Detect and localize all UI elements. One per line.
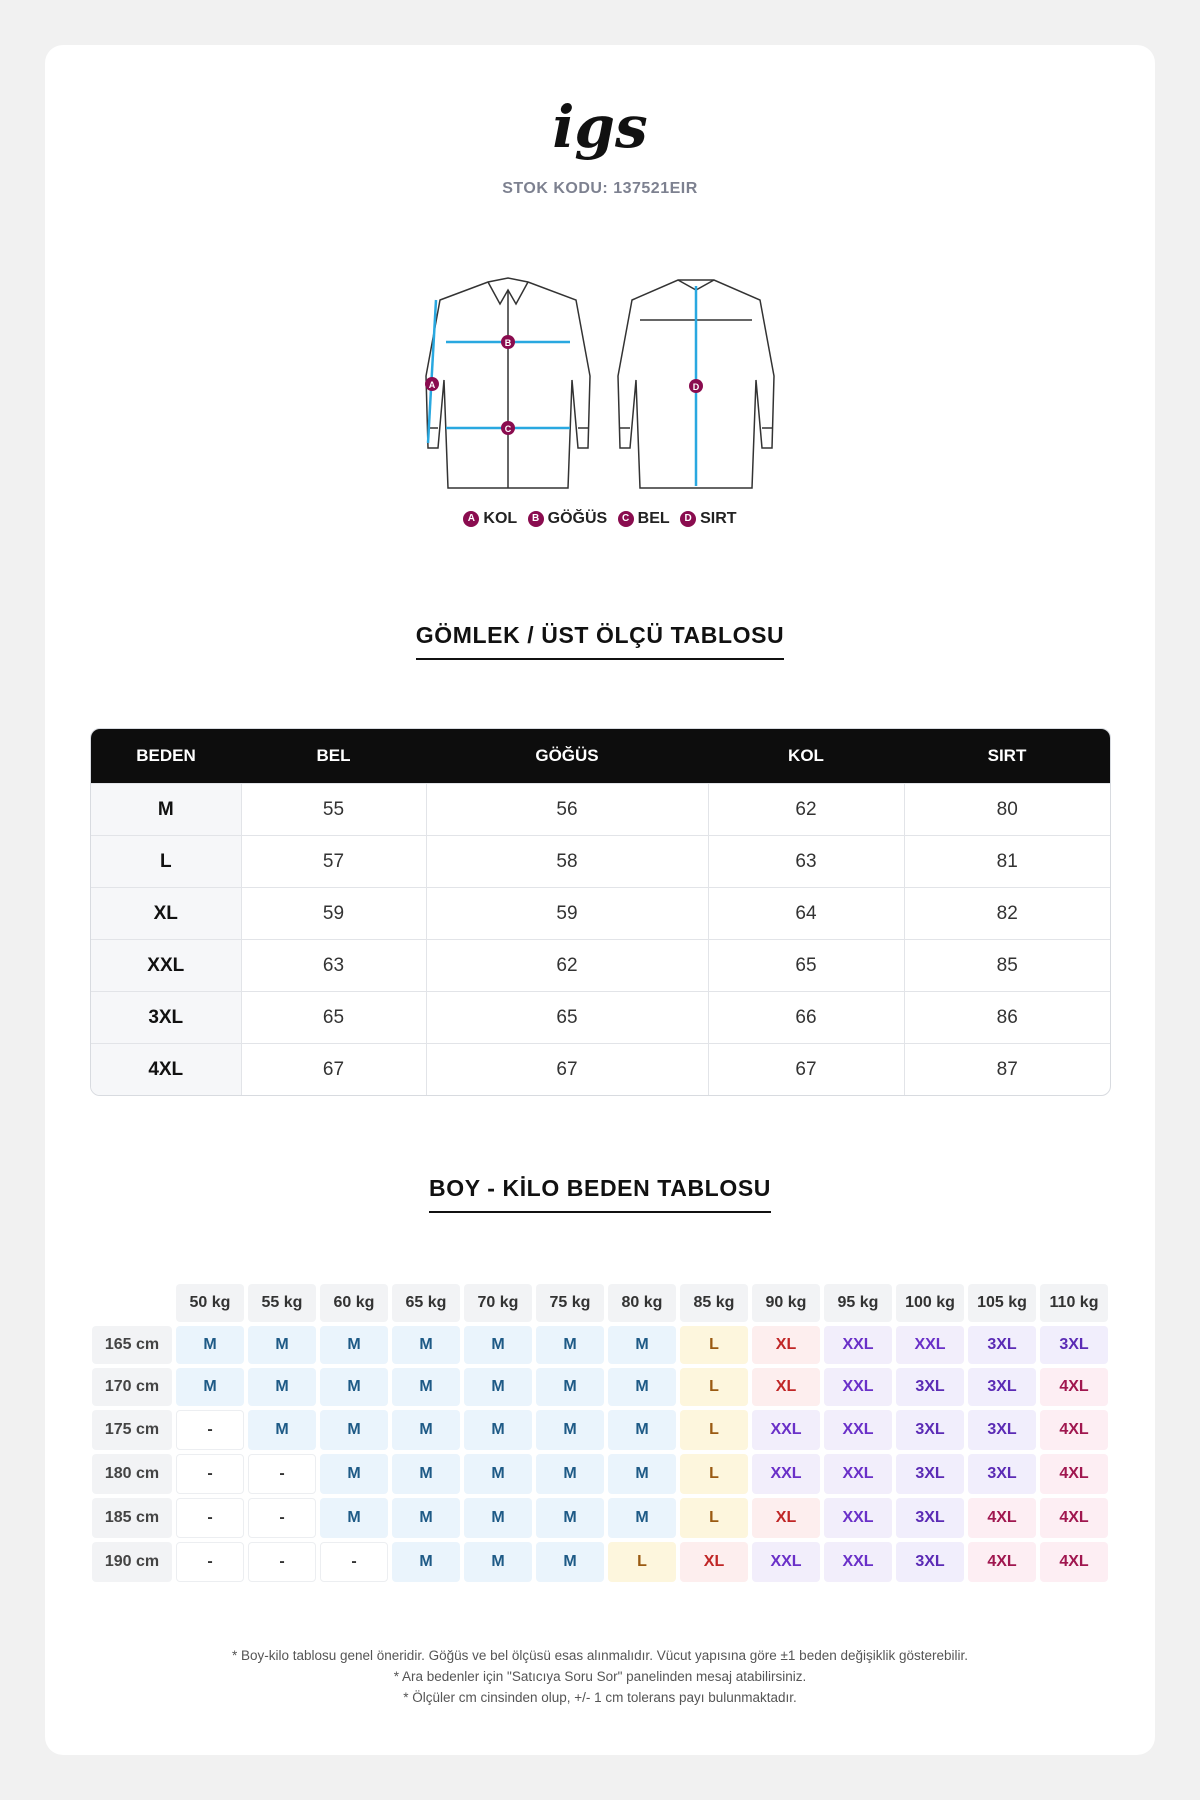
sleeve-cell: 62 (708, 784, 904, 836)
waist-cell: 55 (241, 784, 426, 836)
weight-header: 50 kg (176, 1284, 244, 1322)
brand-logo-mark (540, 92, 660, 172)
measurement-legend (0, 508, 1200, 528)
recommended-size-cell: 3XL (896, 1498, 964, 1538)
recommended-size-cell: M (536, 1410, 604, 1450)
footnote: * Boy-kilo tablosu genel öneridir. Göğüs ve bel ölçüsü esas alınmalıdır. Vücut yapısına göre ±1 beden değişiklik gösterebilir. (231, 1648, 969, 1663)
recommended-size-cell: M (176, 1326, 244, 1364)
fit-table-title (0, 1175, 1200, 1213)
weight-header: 80 kg (608, 1284, 676, 1322)
weight-header: 110 kg (1040, 1284, 1108, 1322)
recommended-size-cell: M (464, 1542, 532, 1582)
height-label: 185 cm (92, 1498, 172, 1538)
recommended-size-cell: M (320, 1326, 388, 1364)
recommended-size-cell: XXL (752, 1410, 820, 1450)
header-kol: KOL (708, 729, 904, 784)
legend-badge: C (618, 511, 634, 527)
recommended-size-cell: M (608, 1410, 676, 1450)
recommended-size-cell: M (536, 1454, 604, 1494)
waist-cell: 59 (241, 888, 426, 940)
chest-cell: 56 (426, 784, 708, 836)
recommended-size-cell: M (464, 1410, 532, 1450)
table-row (92, 1326, 1108, 1364)
recommended-size-cell: M (464, 1326, 532, 1364)
size-cell: 3XL (91, 992, 241, 1044)
weight-header: 65 kg (392, 1284, 460, 1322)
recommended-size-cell: - (248, 1498, 316, 1538)
recommended-size-cell: - (248, 1454, 316, 1494)
recommended-size-cell: - (176, 1410, 244, 1450)
recommended-size-cell: M (320, 1368, 388, 1406)
recommended-size-cell: M (248, 1410, 316, 1450)
recommended-size-cell: M (392, 1410, 460, 1450)
size-table-header (91, 729, 1110, 784)
recommended-size-cell: M (392, 1498, 460, 1538)
recommended-size-cell: M (392, 1454, 460, 1494)
legend-item-waist (618, 510, 670, 528)
recommended-size-cell: - (248, 1542, 316, 1582)
brand-logo (0, 92, 1200, 177)
recommended-size-cell: M (536, 1368, 604, 1406)
recommended-size-cell: 3XL (896, 1410, 964, 1450)
legend-label: BEL (637, 510, 670, 527)
measurement-badges (425, 335, 703, 435)
recommended-size-cell: - (320, 1542, 388, 1582)
weight-header: 60 kg (320, 1284, 388, 1322)
recommended-size-cell: 4XL (1040, 1498, 1108, 1538)
height-label: 170 cm (92, 1368, 172, 1406)
height-label: 165 cm (92, 1326, 172, 1364)
table-row (91, 940, 1110, 992)
header-gogus: GÖĞÜS (426, 729, 708, 784)
table-row (92, 1410, 1108, 1450)
legend-badge: A (463, 511, 479, 527)
back-cell: 80 (904, 784, 1110, 836)
recommended-size-cell: XL (752, 1368, 820, 1406)
footnotes (0, 1645, 1200, 1708)
recommended-size-cell: M (608, 1326, 676, 1364)
recommended-size-cell: 4XL (1040, 1410, 1108, 1450)
table-row (91, 784, 1110, 836)
sleeve-cell: 65 (708, 940, 904, 992)
table-row (91, 1044, 1110, 1096)
header-sirt: SIRT (904, 729, 1110, 784)
recommended-size-cell: XL (752, 1326, 820, 1364)
waist-cell: 63 (241, 940, 426, 992)
badge-chest-marker: B (504, 338, 512, 348)
sleeve-cell: 63 (708, 836, 904, 888)
recommended-size-cell: 3XL (968, 1410, 1036, 1450)
size-cell: M (91, 784, 241, 836)
footnote: * Ölçüler cm cinsinden olup, +/- 1 cm tolerans payı bulunmaktadır. (403, 1690, 797, 1705)
table-row (91, 992, 1110, 1044)
recommended-size-cell: M (608, 1454, 676, 1494)
recommended-size-cell: L (680, 1454, 748, 1494)
badge-waist-marker: C (504, 424, 512, 434)
recommended-size-cell: 3XL (968, 1454, 1036, 1494)
brand-logo-text: igs (552, 93, 648, 161)
recommended-size-cell: M (392, 1326, 460, 1364)
height-label: 190 cm (92, 1542, 172, 1582)
recommended-size-cell: M (536, 1326, 604, 1364)
footnote: * Ara bedenler için "Satıcıya Soru Sor" panelinden mesaj atabilirsiniz. (393, 1669, 807, 1684)
recommended-size-cell: 3XL (896, 1542, 964, 1582)
recommended-size-cell: M (536, 1542, 604, 1582)
recommended-size-cell: XXL (824, 1498, 892, 1538)
recommended-size-cell: L (680, 1410, 748, 1450)
chest-cell: 67 (426, 1044, 708, 1096)
recommended-size-cell: XXL (824, 1326, 892, 1364)
table-corner (92, 1284, 172, 1322)
size-cell: XXL (91, 940, 241, 992)
sleeve-cell: 67 (708, 1044, 904, 1096)
badge-back-marker: D (692, 382, 700, 392)
recommended-size-cell: 4XL (1040, 1368, 1108, 1406)
table-row (92, 1498, 1108, 1538)
chest-cell: 65 (426, 992, 708, 1044)
recommended-size-cell: XXL (824, 1454, 892, 1494)
recommended-size-cell: M (248, 1368, 316, 1406)
recommended-size-cell: XXL (752, 1542, 820, 1582)
legend-label: SIRT (700, 510, 737, 527)
recommended-size-cell: 4XL (1040, 1542, 1108, 1582)
table-row (92, 1542, 1108, 1582)
recommended-size-cell: 3XL (896, 1454, 964, 1494)
back-cell: 81 (904, 836, 1110, 888)
table-row (91, 888, 1110, 940)
recommended-size-cell: M (176, 1368, 244, 1406)
recommended-size-cell: XXL (824, 1410, 892, 1450)
recommended-size-cell: M (536, 1498, 604, 1538)
size-cell: XL (91, 888, 241, 940)
recommended-size-cell: M (464, 1498, 532, 1538)
stock-code: STOK KODU: 137521EIR (502, 180, 698, 197)
height-label: 180 cm (92, 1454, 172, 1494)
weight-header: 70 kg (464, 1284, 532, 1322)
size-cell: 4XL (91, 1044, 241, 1096)
table-row (91, 836, 1110, 888)
shirt-measurement-illustration (400, 268, 800, 508)
recommended-size-cell: XXL (752, 1454, 820, 1494)
weight-header: 55 kg (248, 1284, 316, 1322)
recommended-size-cell: XXL (824, 1368, 892, 1406)
sleeve-cell: 66 (708, 992, 904, 1044)
recommended-size-cell: M (608, 1498, 676, 1538)
waist-cell: 67 (241, 1044, 426, 1096)
recommended-size-cell: 4XL (968, 1542, 1036, 1582)
size-table-title (0, 622, 1200, 660)
legend-item-chest (528, 510, 608, 528)
weight-header: 100 kg (896, 1284, 964, 1322)
recommended-size-cell: 3XL (1040, 1326, 1108, 1364)
recommended-size-cell: L (680, 1326, 748, 1364)
back-cell: 85 (904, 940, 1110, 992)
height-weight-table (88, 1280, 1112, 1586)
chest-cell: 58 (426, 836, 708, 888)
recommended-size-cell: M (464, 1368, 532, 1406)
recommended-size-cell: 3XL (968, 1368, 1036, 1406)
recommended-size-cell: 3XL (968, 1326, 1036, 1364)
fit-table-title-text: BOY - KİLO BEDEN TABLOSU (429, 1175, 771, 1213)
weight-header: 85 kg (680, 1284, 748, 1322)
recommended-size-cell: - (176, 1498, 244, 1538)
recommended-size-cell: M (392, 1368, 460, 1406)
chest-cell: 62 (426, 940, 708, 992)
back-cell: 86 (904, 992, 1110, 1044)
waist-cell: 57 (241, 836, 426, 888)
weight-header: 75 kg (536, 1284, 604, 1322)
recommended-size-cell: M (464, 1454, 532, 1494)
recommended-size-cell: 4XL (1040, 1454, 1108, 1494)
weight-header: 90 kg (752, 1284, 820, 1322)
recommended-size-cell: M (320, 1454, 388, 1494)
weight-header: 105 kg (968, 1284, 1036, 1322)
recommended-size-cell: - (176, 1454, 244, 1494)
header-beden: BEDEN (91, 729, 241, 784)
header-bel: BEL (241, 729, 426, 784)
size-cell: L (91, 836, 241, 888)
legend-badge: D (680, 511, 696, 527)
recommended-size-cell: 3XL (896, 1368, 964, 1406)
legend-label: GÖĞÜS (547, 510, 608, 527)
sleeve-cell: 64 (708, 888, 904, 940)
recommended-size-cell: L (680, 1498, 748, 1538)
size-table (90, 728, 1111, 1096)
recommended-size-cell: M (320, 1410, 388, 1450)
recommended-size-cell: XL (680, 1542, 748, 1582)
size-table-title-text: GÖMLEK / ÜST ÖLÇÜ TABLOSU (416, 622, 785, 660)
waist-cell: 65 (241, 992, 426, 1044)
recommended-size-cell: L (608, 1542, 676, 1582)
recommended-size-cell: L (680, 1368, 748, 1406)
table-row (92, 1368, 1108, 1406)
recommended-size-cell: M (392, 1542, 460, 1582)
recommended-size-cell: M (608, 1368, 676, 1406)
legend-item-back (680, 510, 736, 528)
back-cell: 87 (904, 1044, 1110, 1096)
back-cell: 82 (904, 888, 1110, 940)
height-label: 175 cm (92, 1410, 172, 1450)
recommended-size-cell: 4XL (968, 1498, 1036, 1538)
weight-header-row (92, 1284, 1108, 1322)
legend-badge: B (528, 511, 544, 527)
recommended-size-cell: - (176, 1542, 244, 1582)
recommended-size-cell: XXL (824, 1542, 892, 1582)
weight-header: 95 kg (824, 1284, 892, 1322)
table-row (92, 1454, 1108, 1494)
recommended-size-cell: XXL (896, 1326, 964, 1364)
recommended-size-cell: XL (752, 1498, 820, 1538)
recommended-size-cell: M (248, 1326, 316, 1364)
legend-item-sleeve (463, 510, 517, 528)
chest-cell: 59 (426, 888, 708, 940)
legend-label: KOL (483, 510, 518, 527)
recommended-size-cell: M (320, 1498, 388, 1538)
badge-sleeve-marker: A (428, 380, 436, 390)
